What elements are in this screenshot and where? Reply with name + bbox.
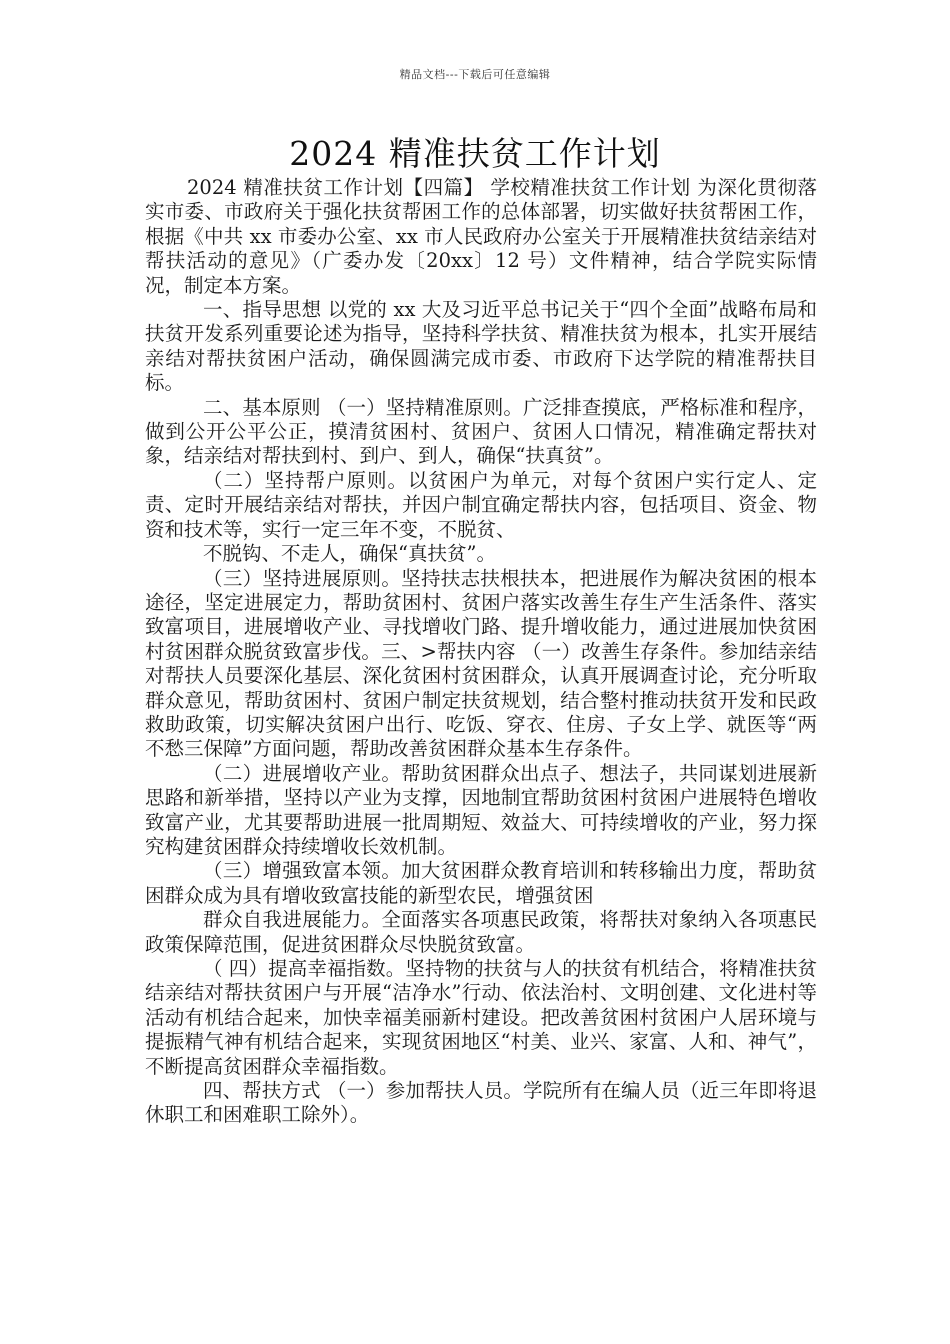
body-paragraph: （三）增强致富本领。加大贫困群众教育培训和转移输出力度，帮助贫困群众成为具有增收致富技能的新型农民，增强贫困 [145,859,817,907]
body-paragraph: 四、帮扶方式 （一）参加帮扶人员。学院所有在编人员（近三年即将退休职工和困难职工除外）。 [145,1079,817,1127]
body-paragraph: 一、指导思想 以党的 xx 大及习近平总书记关于“四个全面”战略布局和扶贫开发系列重要论述为指导，坚持科学扶贫、精准扶贫为根本，扎实开展结亲结对帮扶贫困户活动，确保圆满完成市委、市政府下达学院的精准帮扶目标。 [145,298,817,395]
document-title: 2024 精准扶贫工作计划 [289,134,661,173]
header-note: 精品文档---下载后可任意编辑 [399,68,551,81]
body-paragraph: （二）坚持帮户原则。以贫困户为单元，对每个贫困户实行定人、定责、定时开展结亲结对帮扶，并因户制宜确定帮扶内容，包括项目、资金、物资和技术等，实行一定三年不变，不脱贫、 [145,468,817,541]
body-paragraph: （ 四）提高幸福指数。坚持物的扶贫与人的扶贫有机结合，将精准扶贫结亲结对帮扶贫困户与开展“洁净水”行动、依法治村、文明创建、文化进村等活动有机结合起来，加快幸福美丽新村建设。把改善贫困村贫困户人居环境与提振精气神有机结合起来，实现贫困地区“村美、业兴、家富、人和、神气”，不断提高贫困群众幸福指数。 [145,957,817,1078]
body-paragraph: 二、基本原则 （一）坚持精准原则。广泛排查摸底，严格标准和程序，做到公开公平公正，摸清贫困村、贫困户、贫困人口情况，精准确定帮扶对象，结亲结对帮扶到村、到户、到人，确保“扶真贫”。 [145,395,817,468]
body-paragraph: 2024 精准扶贫工作计划【四篇】 学校精准扶贫工作计划 为深化贯彻落实市委、市政府关于强化扶贫帮困工作的总体部署，切实做好扶贫帮困工作，根据《中共 xx 市委办公室、xx 市人民政府办公室关于开展精准扶贫结亲结对帮扶活动的意见》（广委办发〔20xx〕12 号）文件精神，结合学院实际情况，制定本方案。 [145,176,817,297]
document-body [145,176,817,1128]
body-paragraph: （三）坚持进展原则。坚持扶志扶根扶本，把进展作为解决贫困的根本途径，坚定进展定力，帮助贫困村、贫困户落实改善生存生产生活条件、落实致富项目，进展增收产业、寻找增收门路、提升增收能力，通过进展加快贫困村贫困群众脱贫致富步伐。三、>帮扶内容 （一）改善生存条件。参加结亲结对帮扶人员要深化基层、深化贫困村贫困群众，认真开展调查讨论，充分听取群众意见，帮助贫困村、贫困户制定扶贫规划，结合整村推动扶贫开发和民政救助政策，切实解决贫困户出行、吃饭、穿衣、住房、子女上学、就医等“两不愁三保障”方面问题，帮助改善贫困群众基本生存条件。 [145,566,817,761]
body-paragraph: 不脱钩、不走人，确保“真扶贫”。 [203,542,496,566]
body-paragraph: 群众自我进展能力。全面落实各项惠民政策，将帮扶对象纳入各项惠民政策保障范围，促进贫困群众尽快脱贫致富。 [145,908,817,956]
body-paragraph: （二）进展增收产业。帮助贫困群众出点子、想法子，共同谋划进展新思路和新举措，坚持以产业为支撑，因地制宜帮助贫困村贫困户进展特色增收致富产业，尤其要帮助进展一批周期短、效益大、可持续增收的产业，努力探究构建贫困群众持续增收长效机制。 [145,761,817,858]
